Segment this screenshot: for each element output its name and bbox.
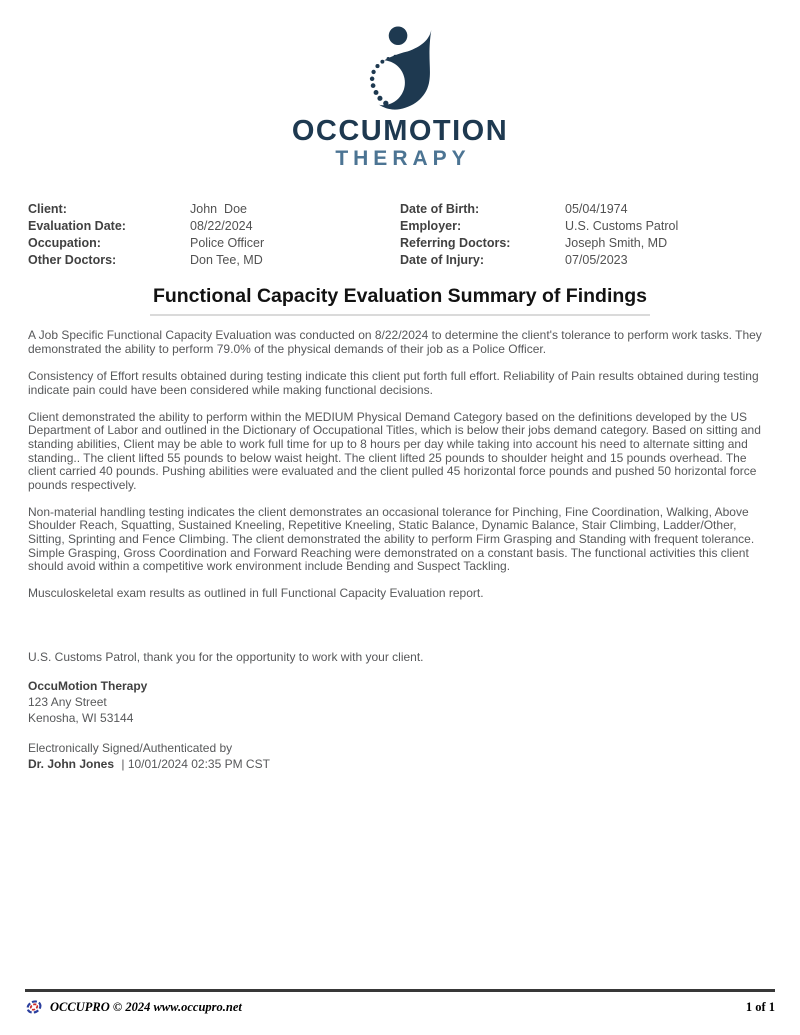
info-row-employer bbox=[400, 218, 772, 235]
signature-datetime: | 10/01/2024 02:35 PM CST bbox=[121, 757, 270, 772]
info-row-evaluation-date bbox=[28, 218, 400, 235]
footer-divider bbox=[25, 989, 775, 992]
info-value: U.S. Customs Patrol bbox=[565, 219, 679, 234]
signature-block bbox=[28, 678, 772, 772]
info-row-date-of-injury bbox=[400, 252, 772, 269]
signature-org: OccuMotion Therapy bbox=[28, 679, 148, 694]
client-info-grid bbox=[28, 201, 772, 269]
info-row-date-of-birth bbox=[400, 201, 772, 218]
info-value: Don Tee, MD bbox=[190, 253, 263, 268]
client-info-right bbox=[400, 201, 772, 269]
page-title: Functional Capacity Evaluation Summary of Findings bbox=[150, 285, 650, 316]
info-value: 05/04/1974 bbox=[565, 202, 628, 217]
signature-authenticated-line: Electronically Signed/Authenticated by bbox=[28, 741, 233, 756]
info-label: Occupation: bbox=[28, 236, 101, 251]
info-label: Other Doctors: bbox=[28, 253, 117, 268]
info-value: John Doe bbox=[190, 202, 247, 217]
signer-name: Dr. John Jones bbox=[28, 757, 115, 772]
brand-subtitle: THERAPY bbox=[335, 147, 471, 171]
footer-row bbox=[25, 998, 775, 1016]
footer-brand bbox=[25, 998, 242, 1016]
info-row-other-doctors bbox=[28, 252, 400, 269]
paragraph-non-material: Non-material handling testing indicates the client demonstrates an occasional tolerance for Pinching, Fine Coordination, Walking, Above Shoulder Reach, Squatting, Sustained Kneeling, Repetitive Kneeling, Static Balance, Dynamic Balance, Stair Climbing, Ladder/Other, Sitting, Sprinting and Fence Climbing. The client demonstrated the ability to perform Firm Grasping and Standing with frequent tolerance. Simple Grasping, Gross Coordination and Forward Reaching were demonstrated on a constant basis. The functional activities this client should avoid within a competitive work environment include Bending and Suspect Tackling. bbox=[28, 504, 755, 574]
info-row-referring-doctors bbox=[400, 235, 772, 252]
info-row-client bbox=[28, 201, 400, 218]
info-row-occupation bbox=[28, 235, 400, 252]
info-label: Date of Injury: bbox=[400, 253, 485, 268]
info-value: Joseph Smith, MD bbox=[565, 236, 668, 251]
signature-address1: 123 Any Street bbox=[28, 695, 107, 710]
title-wrap bbox=[0, 285, 800, 316]
report-body bbox=[28, 329, 772, 664]
brand-name: OCCUMOTION bbox=[291, 115, 509, 147]
page-footer bbox=[25, 989, 775, 1016]
occupro-logo-icon bbox=[25, 998, 43, 1016]
info-label: Evaluation Date: bbox=[28, 219, 126, 234]
signature-signer-line bbox=[28, 756, 772, 772]
footer-brand-text: OCCUPRO © 2024 www.occupro.net bbox=[50, 999, 242, 1014]
client-info-left bbox=[28, 201, 400, 269]
paragraph-summary: A Job Specific Functional Capacity Evaluation was conducted on 8/22/2024 to determine the client's tolerance to perform work tasks. They demonstrated the ability to perform 79.0% of the physical demands of their job as a Police Officer. bbox=[28, 328, 762, 357]
info-label: Employer: bbox=[400, 219, 462, 234]
info-value: Police Officer bbox=[190, 236, 265, 251]
info-label: Client: bbox=[28, 202, 67, 217]
paragraph-thank-you: U.S. Customs Patrol, thank you for the opportunity to work with your client. bbox=[28, 649, 424, 664]
paragraph-musculoskeletal: Musculoskeletal exam results as outlined in full Functional Capacity Evaluation report. bbox=[28, 586, 484, 601]
page-number: 1 of 1 bbox=[745, 999, 775, 1014]
info-value: 07/05/2023 bbox=[565, 253, 628, 268]
paragraph-consistency: Consistency of Effort results obtained during testing indicate this client put forth full effort. Reliability of Pain results obtained during testing indicate pain could have been considered while making functional decisions. bbox=[28, 369, 759, 397]
info-value: 08/22/2024 bbox=[190, 219, 253, 234]
occumotion-figure-icon bbox=[341, 24, 459, 114]
info-label: Referring Doctors: bbox=[400, 236, 511, 251]
logo-block bbox=[0, 0, 800, 171]
info-label: Date of Birth: bbox=[400, 202, 480, 217]
signature-address2: Kenosha, WI 53144 bbox=[28, 711, 134, 726]
paragraph-demand-category: Client demonstrated the ability to perform within the MEDIUM Physical Demand Category based on the definitions developed by the US Department of Labor and outlined in the Dictionary of Occupational Titles, which is below their jobs demand category. Based on sitting and standing abilities, Client may be able to work full time for up to 8 hours per day while taking into account his need to alternate sitting and standing.. The client lifted 55 pounds to below waist height. The client lifted 25 pounds to shoulder height and 15 pounds overhead. The client carried 40 pounds. Pushing abilities were evaluated and the client pulled 45 horizontal force pounds and pushed 50 horizontal force pounds respectively. bbox=[28, 409, 761, 492]
